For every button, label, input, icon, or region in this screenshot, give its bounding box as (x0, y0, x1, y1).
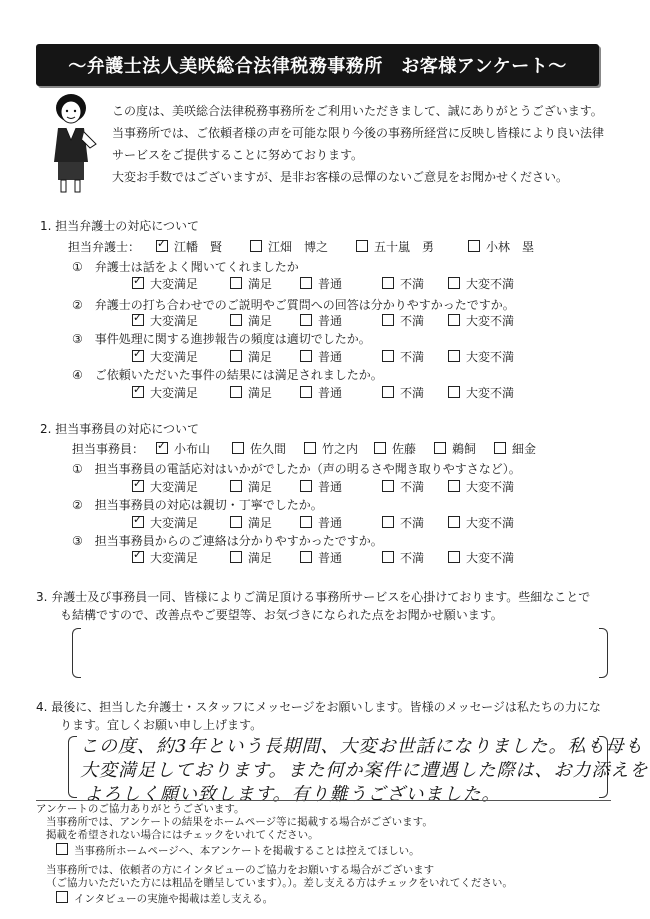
rating-option[interactable]: 大変不満 (448, 384, 514, 401)
checkbox-icon[interactable] (156, 442, 168, 454)
lawyer-option[interactable]: ✓ 江幡 賢 (156, 238, 222, 255)
rating-option[interactable]: 満足 (230, 514, 272, 531)
question: ③ 事件処理に関する進捗報告の頻度は適切でしたか。 (72, 332, 371, 346)
checkbox-icon[interactable] (382, 277, 394, 289)
footer-interview-row[interactable]: インタビューの実施や掲載は差し支える。 (56, 891, 273, 906)
rating-option[interactable]: ✓大変満足 (132, 312, 198, 329)
rating-option[interactable]: 大変不満 (448, 275, 514, 292)
rating-option[interactable]: 大変不満 (448, 348, 514, 365)
section3-answer-box[interactable] (72, 628, 608, 678)
rating-option[interactable]: 大変不満 (448, 478, 514, 495)
rating-option[interactable]: 不満 (382, 384, 424, 401)
checkbox-icon[interactable] (56, 843, 68, 855)
checkbox-icon[interactable] (356, 240, 368, 252)
question: ② 弁護士の打ち合わせでのご説明やご質問への回答は分かりやすかったですか。 (72, 298, 515, 312)
checkbox-icon[interactable] (230, 551, 242, 563)
checkbox-icon[interactable] (132, 314, 144, 326)
checkbox-icon[interactable] (300, 277, 312, 289)
checkbox-icon[interactable] (300, 386, 312, 398)
clerk-option[interactable]: 佐藤 (374, 440, 416, 457)
question: ① 担当事務員の電話応対はいかがでしたか（声の明るさや聞き取りやすさなど）。 (72, 462, 521, 476)
footer-line: （ご協力いただいた方には粗品を贈呈しています）。）。差し支える方はチェックをいれてください。 (46, 877, 513, 889)
checkbox-icon[interactable] (448, 277, 460, 289)
rating-option[interactable]: 満足 (230, 275, 272, 292)
checkbox-icon[interactable] (382, 350, 394, 362)
rating-row (0, 514, 600, 530)
lawyer-option[interactable]: 五十嵐 勇 (356, 238, 434, 255)
checkbox-icon[interactable] (448, 350, 460, 362)
page-title: ～弁護士法人美咲総合法律税務事務所 お客様アンケート～ (68, 56, 567, 77)
checkbox-icon[interactable] (382, 516, 394, 528)
intro-line: 大変お手数ではございますが、是非お客様の忌憚のないご意見をお聞かせください。 (112, 170, 569, 184)
checkbox-icon[interactable] (230, 386, 242, 398)
footer-line: アンケートのご協力ありがとうございます。 (36, 803, 245, 815)
checkbox-icon[interactable] (132, 516, 144, 528)
rating-option[interactable]: 普通 (300, 384, 342, 401)
checkbox-icon[interactable] (448, 516, 460, 528)
checkbox-icon[interactable] (300, 551, 312, 563)
section3-line2: も結構ですので、改善点やご要望等、お気づきになられた点をお聞かせ願います。 (60, 608, 503, 622)
staff-illustration-icon (44, 92, 102, 194)
rating-option[interactable]: ✓大変満足 (132, 275, 198, 292)
checkbox-icon[interactable] (230, 277, 242, 289)
checkbox-icon[interactable] (250, 240, 262, 252)
checkbox-icon[interactable] (300, 480, 312, 492)
checkbox-icon[interactable] (468, 240, 480, 252)
checkbox-icon[interactable] (448, 480, 460, 492)
section2-staff-row (72, 440, 592, 456)
handwritten-message-line: 大変満足しております。また何か案件に遭遇した際は、お力添えを (80, 760, 649, 781)
section1-staff-row (68, 238, 588, 254)
checkbox-icon[interactable] (382, 480, 394, 492)
checkbox-icon[interactable] (382, 551, 394, 563)
rating-option[interactable]: 大変不満 (448, 549, 514, 566)
rating-option[interactable]: 大変不満 (448, 514, 514, 531)
footer-line: 掲載を希望されない場合にはチェックをいれてください。 (46, 829, 319, 841)
rating-option[interactable]: 満足 (230, 312, 272, 329)
checkbox-icon[interactable] (56, 891, 68, 903)
rating-option[interactable]: ✓大変満足 (132, 478, 198, 495)
checkbox-icon[interactable] (300, 314, 312, 326)
rating-row (0, 275, 600, 291)
staff-label: 担当弁護士： (68, 240, 141, 254)
rating-option[interactable]: 不満 (382, 275, 424, 292)
divider (36, 800, 611, 801)
rating-option[interactable]: 満足 (230, 348, 272, 365)
checkbox-icon[interactable] (300, 350, 312, 362)
rating-row (0, 478, 600, 494)
clerk-option[interactable]: 竹之内 (304, 440, 358, 457)
checkbox-icon[interactable] (382, 386, 394, 398)
checkbox-icon[interactable] (132, 350, 144, 362)
rating-option[interactable]: 不満 (382, 514, 424, 531)
rating-option[interactable]: 不満 (382, 348, 424, 365)
rating-option[interactable]: 普通 (300, 348, 342, 365)
rating-option[interactable]: 不満 (382, 478, 424, 495)
rating-option[interactable]: 普通 (300, 478, 342, 495)
checkbox-icon[interactable] (230, 516, 242, 528)
intro-line: サービスをご提供することに努めております。 (112, 148, 364, 162)
rating-option[interactable]: 大変不満 (448, 312, 514, 329)
lawyer-option[interactable]: 江畑 博之 (250, 238, 328, 255)
rating-option[interactable]: ✓大変満足 (132, 549, 198, 566)
checkbox-icon[interactable] (132, 386, 144, 398)
clerk-option[interactable]: 鵜飼 (434, 440, 476, 457)
rating-option[interactable]: ✓大変満足 (132, 384, 198, 401)
rating-row (0, 384, 600, 400)
question: ② 担当事務員の対応は親切・丁寧でしたか。 (72, 498, 323, 512)
rating-option[interactable]: 普通 (300, 312, 342, 329)
rating-row (0, 348, 600, 364)
checkbox-icon[interactable] (434, 442, 446, 454)
checkbox-icon[interactable] (448, 314, 460, 326)
rating-option[interactable]: 普通 (300, 514, 342, 531)
checkbox-icon[interactable] (300, 516, 312, 528)
section4-line1: 4. 最後に、担当した弁護士・スタッフにメッセージをお願いします。皆様のメッセージは私たちの力にな (36, 700, 601, 714)
checkbox-icon[interactable] (232, 442, 244, 454)
footer-optout-row[interactable]: 当事務所ホームページへ、本アンケートを掲載することは控えてほしい。 (56, 843, 420, 858)
intro-line: 当事務所では、ご依頼者様の声を可能な限り今後の事務所経営に反映し皆様により良い法律 (112, 126, 605, 140)
checkbox-icon[interactable] (304, 442, 316, 454)
footer-line: 当事務所では、依頼者の方にインタビューのご協力をお願いする場合がございます (46, 864, 435, 876)
checkbox-icon[interactable] (382, 314, 394, 326)
question: ① 弁護士は話をよく聞いてくれましたか (72, 260, 299, 274)
footer-line: 当事務所では、アンケートの結果をホームページ等に掲載する場合がございます。 (46, 816, 433, 828)
rating-option[interactable]: ✓大変満足 (132, 348, 198, 365)
clerk-option[interactable]: 佐久間 (232, 440, 286, 457)
section3-line1: 3. 弁護士及び事務員一同、皆様によりご満足頂ける事務所サービスを心掛けております。些細なことで (36, 590, 591, 604)
intro-line: この度は、美咲総合法律税務事務所をご利用いただきまして、誠にありがとうございます。 (112, 104, 603, 118)
checkbox-icon[interactable] (230, 480, 242, 492)
intro-text (112, 100, 604, 188)
rating-option[interactable]: 普通 (300, 275, 342, 292)
rating-option[interactable]: ✓大変満足 (132, 514, 198, 531)
rating-option[interactable]: 満足 (230, 478, 272, 495)
page-title-banner (36, 44, 599, 86)
checkbox-icon[interactable] (230, 314, 242, 326)
rating-option[interactable]: 不満 (382, 549, 424, 566)
rating-option[interactable]: 不満 (382, 312, 424, 329)
checkbox-icon[interactable] (132, 551, 144, 563)
section1-title: 1. 担当弁護士の対応について (40, 219, 200, 233)
staff-label: 担当事務員： (72, 442, 145, 456)
checkbox-icon[interactable] (132, 277, 144, 289)
question: ③ 担当事務員からのご連絡は分かりやすかったですか。 (72, 534, 383, 548)
checkbox-icon[interactable] (448, 551, 460, 563)
rating-option[interactable]: 普通 (300, 549, 342, 566)
checkbox-icon[interactable] (132, 480, 144, 492)
section2-title: 2. 担当事務員の対応について (40, 422, 200, 436)
rating-row (0, 312, 600, 328)
checkbox-icon[interactable] (494, 442, 506, 454)
lawyer-option[interactable]: 小林 塁 (468, 238, 534, 255)
checkbox-icon[interactable] (230, 350, 242, 362)
rating-option[interactable]: 満足 (230, 384, 272, 401)
clerk-option[interactable]: 細金 (494, 440, 536, 457)
checkbox-icon[interactable] (448, 386, 460, 398)
handwritten-message-line: よろしく願い致します。有り難うございました。 (84, 784, 501, 805)
clerk-option[interactable]: ✓ 小布山 (156, 440, 210, 457)
checkbox-icon[interactable] (156, 240, 168, 252)
rating-option[interactable]: 満足 (230, 549, 272, 566)
section4-line2: ります。宜しくお願い申し上げます。 (60, 718, 263, 732)
question: ④ ご依頼いただいた事件の結果には満足されましたか。 (72, 368, 383, 382)
handwritten-message-line: この度、約3年という長期間、大変お世話になりました。私も母も (80, 736, 644, 757)
rating-row (0, 549, 600, 565)
checkbox-icon[interactable] (374, 442, 386, 454)
